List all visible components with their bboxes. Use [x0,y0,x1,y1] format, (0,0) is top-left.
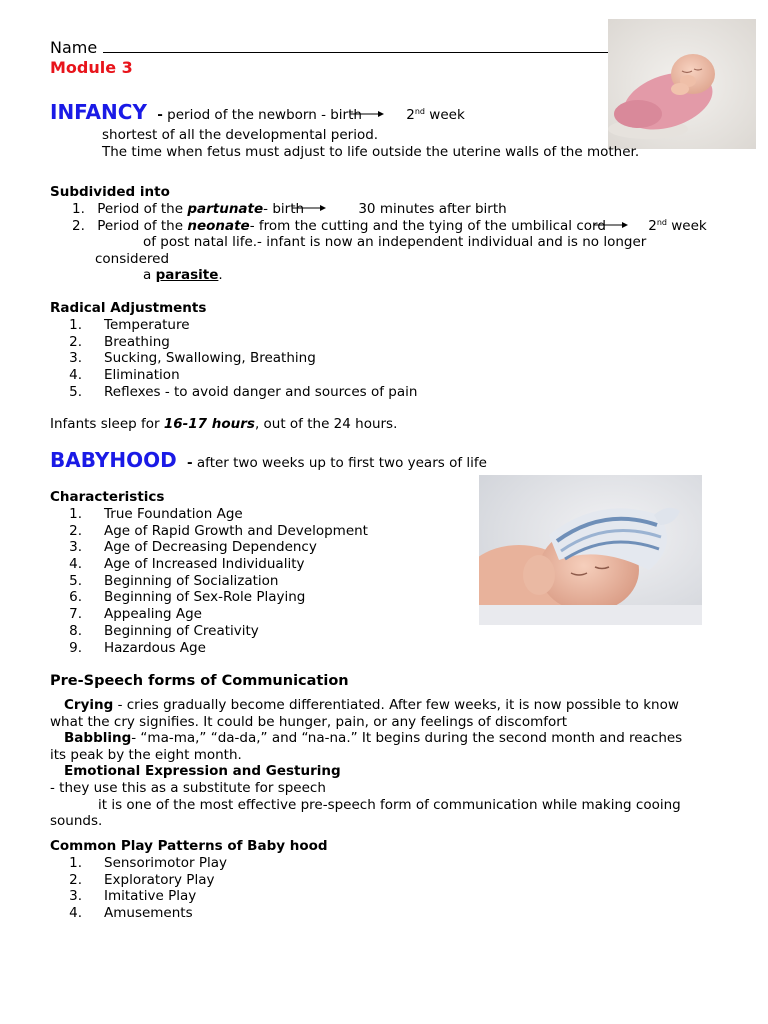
list-number: 2. [69,871,82,888]
list-number: 5. [69,572,82,589]
prespeech-heading: Pre-Speech forms of Communication [50,673,349,689]
list-text: Temperature [104,317,190,333]
parasite-term: parasite [155,267,219,283]
list-number: 4. [69,556,82,573]
week-suffix: nd [414,107,426,116]
crying-term: Crying [64,697,114,713]
list-text: Amusements [104,905,193,922]
characteristic-item [50,506,368,523]
babbling-line [64,730,682,747]
emotional-line3: sounds. [50,813,103,829]
subdivided-heading: Subdivided into [50,184,170,200]
module-title: Module 3 [50,58,133,77]
sub1-suffix: 30 minutes after birth [358,201,507,217]
emotional-line2: it is one of the most effective pre-speech form of communication while making cooing [98,797,681,813]
babbling-line2: its peak by the eight month. [50,747,242,763]
week-word: week [666,218,707,234]
baby-hat-photo [479,475,702,625]
sub1-mid: - birth [263,201,305,217]
arrow-icon [362,110,384,120]
play-item [50,872,227,889]
characteristic-item [50,640,368,657]
subdivision-1 [72,201,507,218]
list-number: 1. [72,201,85,217]
list-number: 2. [69,522,82,539]
radical-item [50,384,417,401]
week-word: week [425,107,465,123]
list-number: 1. [69,317,82,333]
list-text: Hazardous Age [104,639,206,656]
emotional-line1: - they use this as a substitute for speech [50,780,326,796]
play-item [50,855,227,872]
radical-item [50,334,417,351]
list-text: Age of Increased Individuality [104,556,305,573]
radical-item [50,317,417,334]
list-text: True Foundation Age [104,506,243,522]
neonate-term: neonate [187,218,250,234]
sub2-line4-prefix: a [143,267,156,283]
list-text: Beginning of Sex-Role Playing [104,589,306,606]
arrow-icon [606,221,628,231]
list-number: 2. [72,218,85,234]
babbling-term: Babbling [64,730,132,746]
radical-item [50,350,417,367]
list-number: 8. [69,622,82,639]
sub2-mid: - from the cutting and the tying of the umbilical cord [249,218,606,234]
radical-heading: Radical Adjustments [50,300,207,316]
characteristic-item [50,539,368,556]
sub2-line4-period: . [218,267,223,283]
play-heading: Common Play Patterns of Baby hood [50,838,328,854]
sub2-line3: considered [95,251,170,267]
name-field [50,38,631,57]
infancy-dash: - [157,107,163,123]
sub2-prefix: Period of the [97,218,188,234]
play-list [50,855,227,922]
list-text: Breathing [104,333,170,350]
infancy-title: INFANCY [50,100,147,124]
characteristic-item [50,623,368,640]
sleep-prefix: Infants sleep for [50,416,164,432]
crying-line2: what the cry signifies. It could be hunger, pain, or any feelings of discomfort [50,714,568,730]
crying-text: - cries gradually become differentiated. After few weeks, it is now possible to know [113,697,679,713]
play-item [50,888,227,905]
list-text: Sensorimotor Play [104,855,227,871]
babyhood-definition [50,448,487,472]
babyhood-title: BABYHOOD [50,448,177,472]
radical-list [50,317,417,400]
list-number: 6. [69,589,82,606]
subdivision-2 [72,218,707,235]
list-number: 3. [69,539,82,556]
list-number: 4. [69,367,82,384]
babyhood-dash: - [187,455,193,471]
list-text: Reflexes - to avoid danger and sources of pain [104,383,418,400]
list-text: Beginning of Creativity [104,622,259,639]
week-number: 2 [406,107,415,123]
infancy-def-a: period of the newborn - birth [167,107,362,123]
list-number: 1. [69,506,82,522]
week-number: 2 [648,218,657,234]
list-text: Imitative Play [104,888,197,905]
characteristic-item [50,556,368,573]
sleep-hours: 16-17 hours [163,416,255,432]
sleep-statement [50,416,397,433]
radical-item [50,367,417,384]
characteristic-item [50,589,368,606]
list-number: 1. [69,855,82,871]
sub2-week [648,218,707,234]
list-number: 3. [69,350,82,367]
play-item [50,905,227,922]
list-number: 4. [69,905,82,922]
characteristic-item [50,523,368,540]
newborn-photo [608,19,756,149]
name-blank-line [103,38,631,53]
arrow-icon [304,204,326,214]
sleep-suffix: , out of the 24 hours. [254,416,398,432]
crying-line [64,697,679,714]
list-text: Sucking, Swallowing, Breathing [104,350,316,367]
sub2-line4 [143,267,223,284]
list-text: Age of Rapid Growth and Development [104,522,368,539]
characteristic-item [50,573,368,590]
list-number: 3. [69,888,82,905]
list-number: 7. [69,606,82,623]
list-number: 2. [69,333,82,350]
list-text: Appealing Age [104,606,202,623]
infancy-line2: shortest of all the developmental period. [102,127,379,143]
list-text: Beginning of Socialization [104,572,279,589]
list-text: Exploratory Play [104,871,215,888]
sub2-line2: of post natal life.- infant is now an independent individual and is no longer [143,234,647,250]
babbling-text: - “ma-ma,” “da-da,” and “na-na.” It begins during the second month and reaches [131,730,683,746]
characteristic-item [50,606,368,623]
emotional-heading: Emotional Expression and Gesturing [64,763,341,779]
list-number: 9. [69,639,82,656]
infancy-definition [50,100,465,124]
list-text: Age of Decreasing Dependency [104,539,317,556]
infancy-line3: The time when fetus must adjust to life outside the uterine walls of the mother. [102,144,640,160]
partunate-term: partunate [187,201,264,217]
list-text: Elimination [104,367,180,384]
week-suffix: nd [656,218,667,227]
list-number: 5. [69,383,82,400]
sub1-prefix: Period of the [97,201,188,217]
characteristics-heading: Characteristics [50,489,165,505]
characteristics-list [50,506,368,656]
babyhood-def: after two weeks up to first two years of life [196,455,487,471]
infancy-def-b [406,107,465,123]
name-label: Name [50,38,98,57]
